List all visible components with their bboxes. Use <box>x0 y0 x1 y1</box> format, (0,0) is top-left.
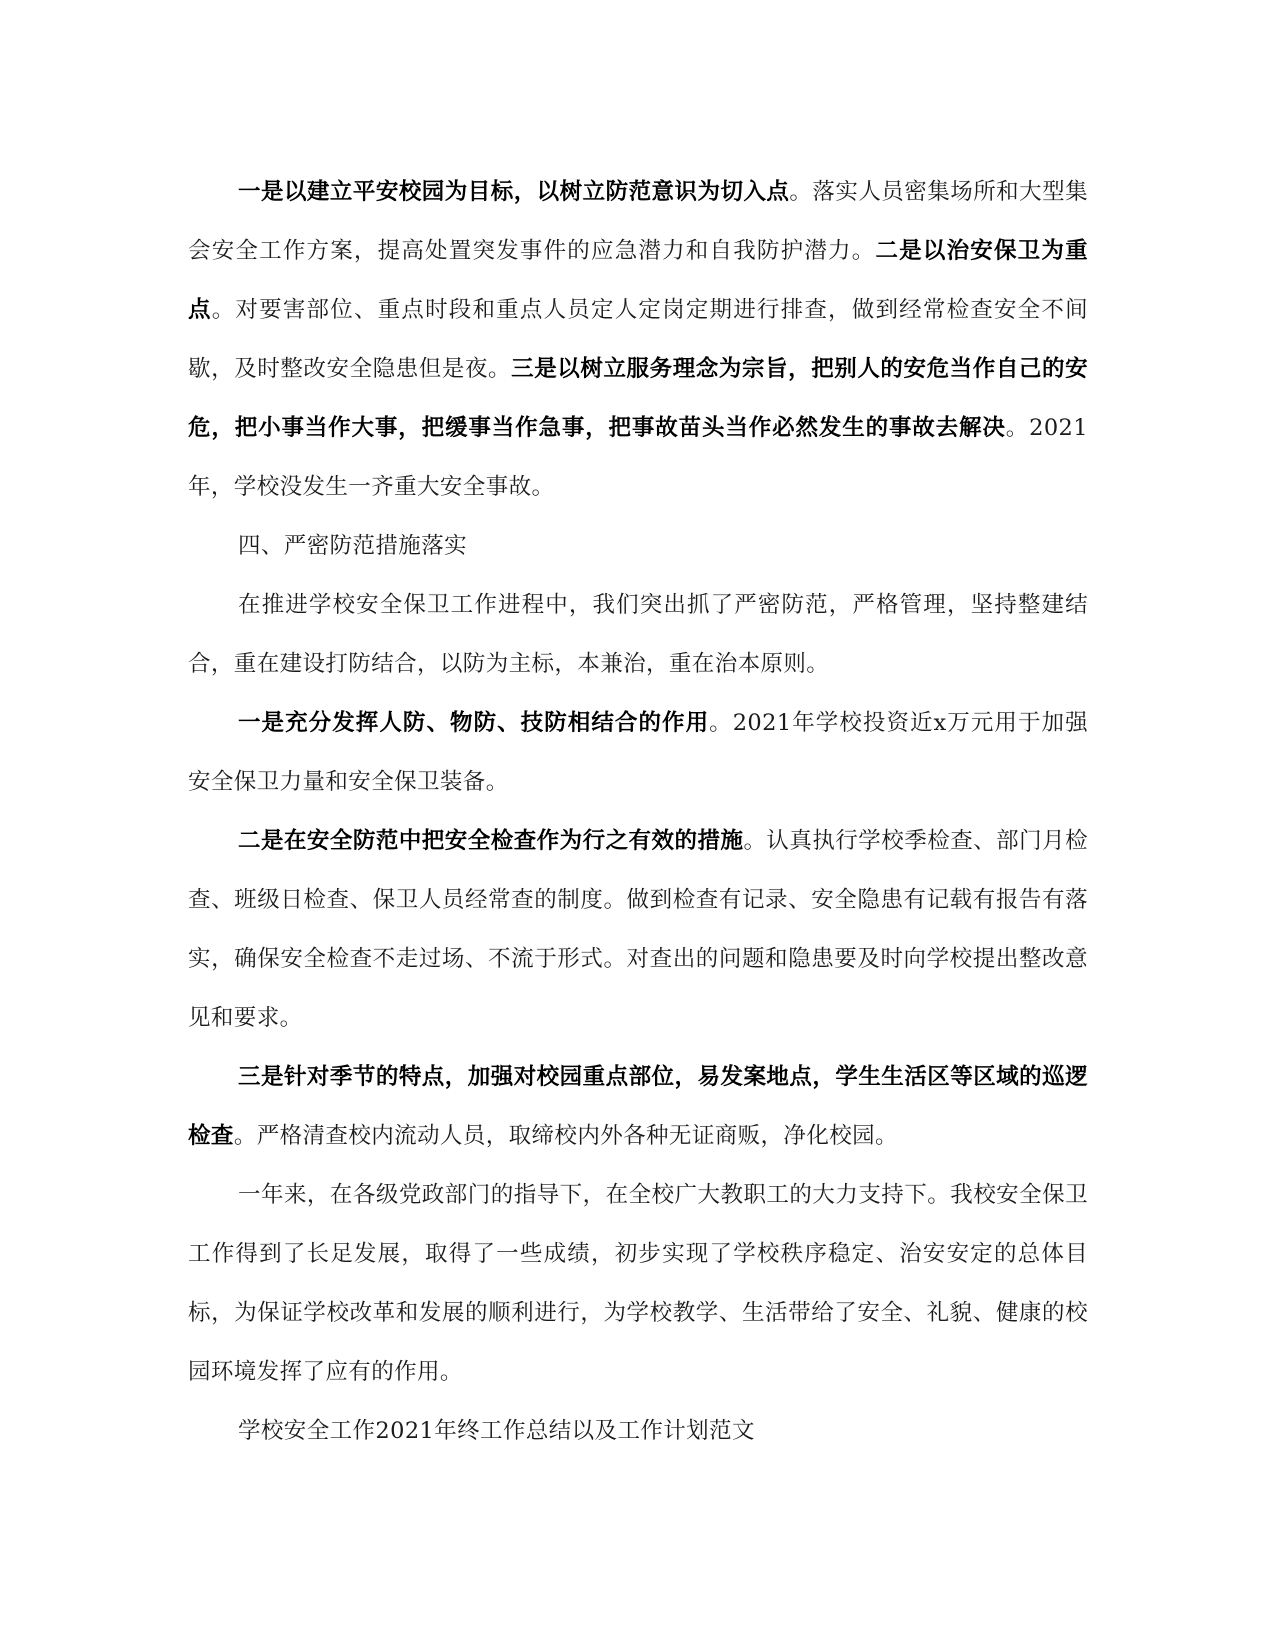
section-heading <box>188 517 1088 576</box>
text-run: 学校安全工作2021年终工作总结以及工作计划范文 <box>238 1418 755 1444</box>
text-run: 。落实人员密集场所和大型集会安全工作方案，提高处置突发事件的应急潜力和自我防护潜力。 <box>188 179 1089 264</box>
text-run: 。2021年，学校没发生一齐重大安全事故。 <box>188 415 1088 500</box>
paragraph-prevention-item-3 <box>188 1048 1088 1166</box>
text-run: 四、严密防范措施落实 <box>238 533 468 559</box>
text-run: 。认真执行学校季检查、部门月检查、班级日检查、保卫人员经常查的制度。做到检查有记录、安全隐患有记载有报告有落实，确保安全检查不走过场、不流于形式。对查出的问题和隐患要及时向学校提出整改意见和要求。 <box>188 828 1088 1031</box>
text-run: 。对要害部位、重点时段和重点人员定人定岗定期进行排查，做到经常检查安全不间歇，及时整改安全隐患但是夜。 <box>188 297 1088 382</box>
paragraph-year-summary <box>188 1166 1088 1402</box>
text-run: 在推进学校安全保卫工作进程中，我们突出抓了严密防范，严格管理，坚持整建结合，重在建设打防结合，以防为主标，本兼治，重在治本原则。 <box>188 592 1088 677</box>
bold-phrase: 二是在安全防范中把安全检查作为行之有效的措施 <box>238 828 744 854</box>
paragraph-prevention-item-2 <box>188 812 1088 1048</box>
bold-phrase: 一是充分发挥人防、物防、技防相结合的作用 <box>238 710 710 736</box>
bold-phrase: 二是以治安保卫为重点 <box>188 238 1088 323</box>
bold-phrase: 一是以建立平安校园为目标，以树立防范意识为切入点 <box>238 179 790 205</box>
bold-phrase: 三是以树立服务理念为宗旨，把别人的安危当作自己的安危，把小事当作大事，把缓事当作急事，把事故苗头当作必然发生的事故去解决 <box>188 356 1088 441</box>
paragraph-prevention-intro <box>188 576 1088 694</box>
bold-phrase: 三是针对季节的特点，加强对校园重点部位，易发案地点，学生生活区等区域的巡逻检查 <box>188 1064 1088 1149</box>
text-run: 。严格清查校内流动人员，取缔校内外各种无证商贩，净化校园。 <box>233 1123 898 1149</box>
text-run: 一年来，在各级党政部门的指导下，在全校广大教职工的大力支持下。我校安全保卫工作得到了长足发展，取得了一些成绩，初步实现了学校秩序稳定、治安安定的总体目标，为保证学校改革和发展的顺利进行，为学校教学、生活带给了安全、礼貌、健康的校园环境发挥了应有的作用。 <box>188 1182 1088 1385</box>
document-body <box>188 163 1088 1461</box>
paragraph-security-goals <box>188 163 1088 517</box>
text-run: 。2021年学校投资近x万元用于加强安全保卫力量和安全保卫装备。 <box>188 710 1088 795</box>
next-document-title <box>188 1402 1088 1461</box>
paragraph-prevention-item-1 <box>188 694 1088 812</box>
